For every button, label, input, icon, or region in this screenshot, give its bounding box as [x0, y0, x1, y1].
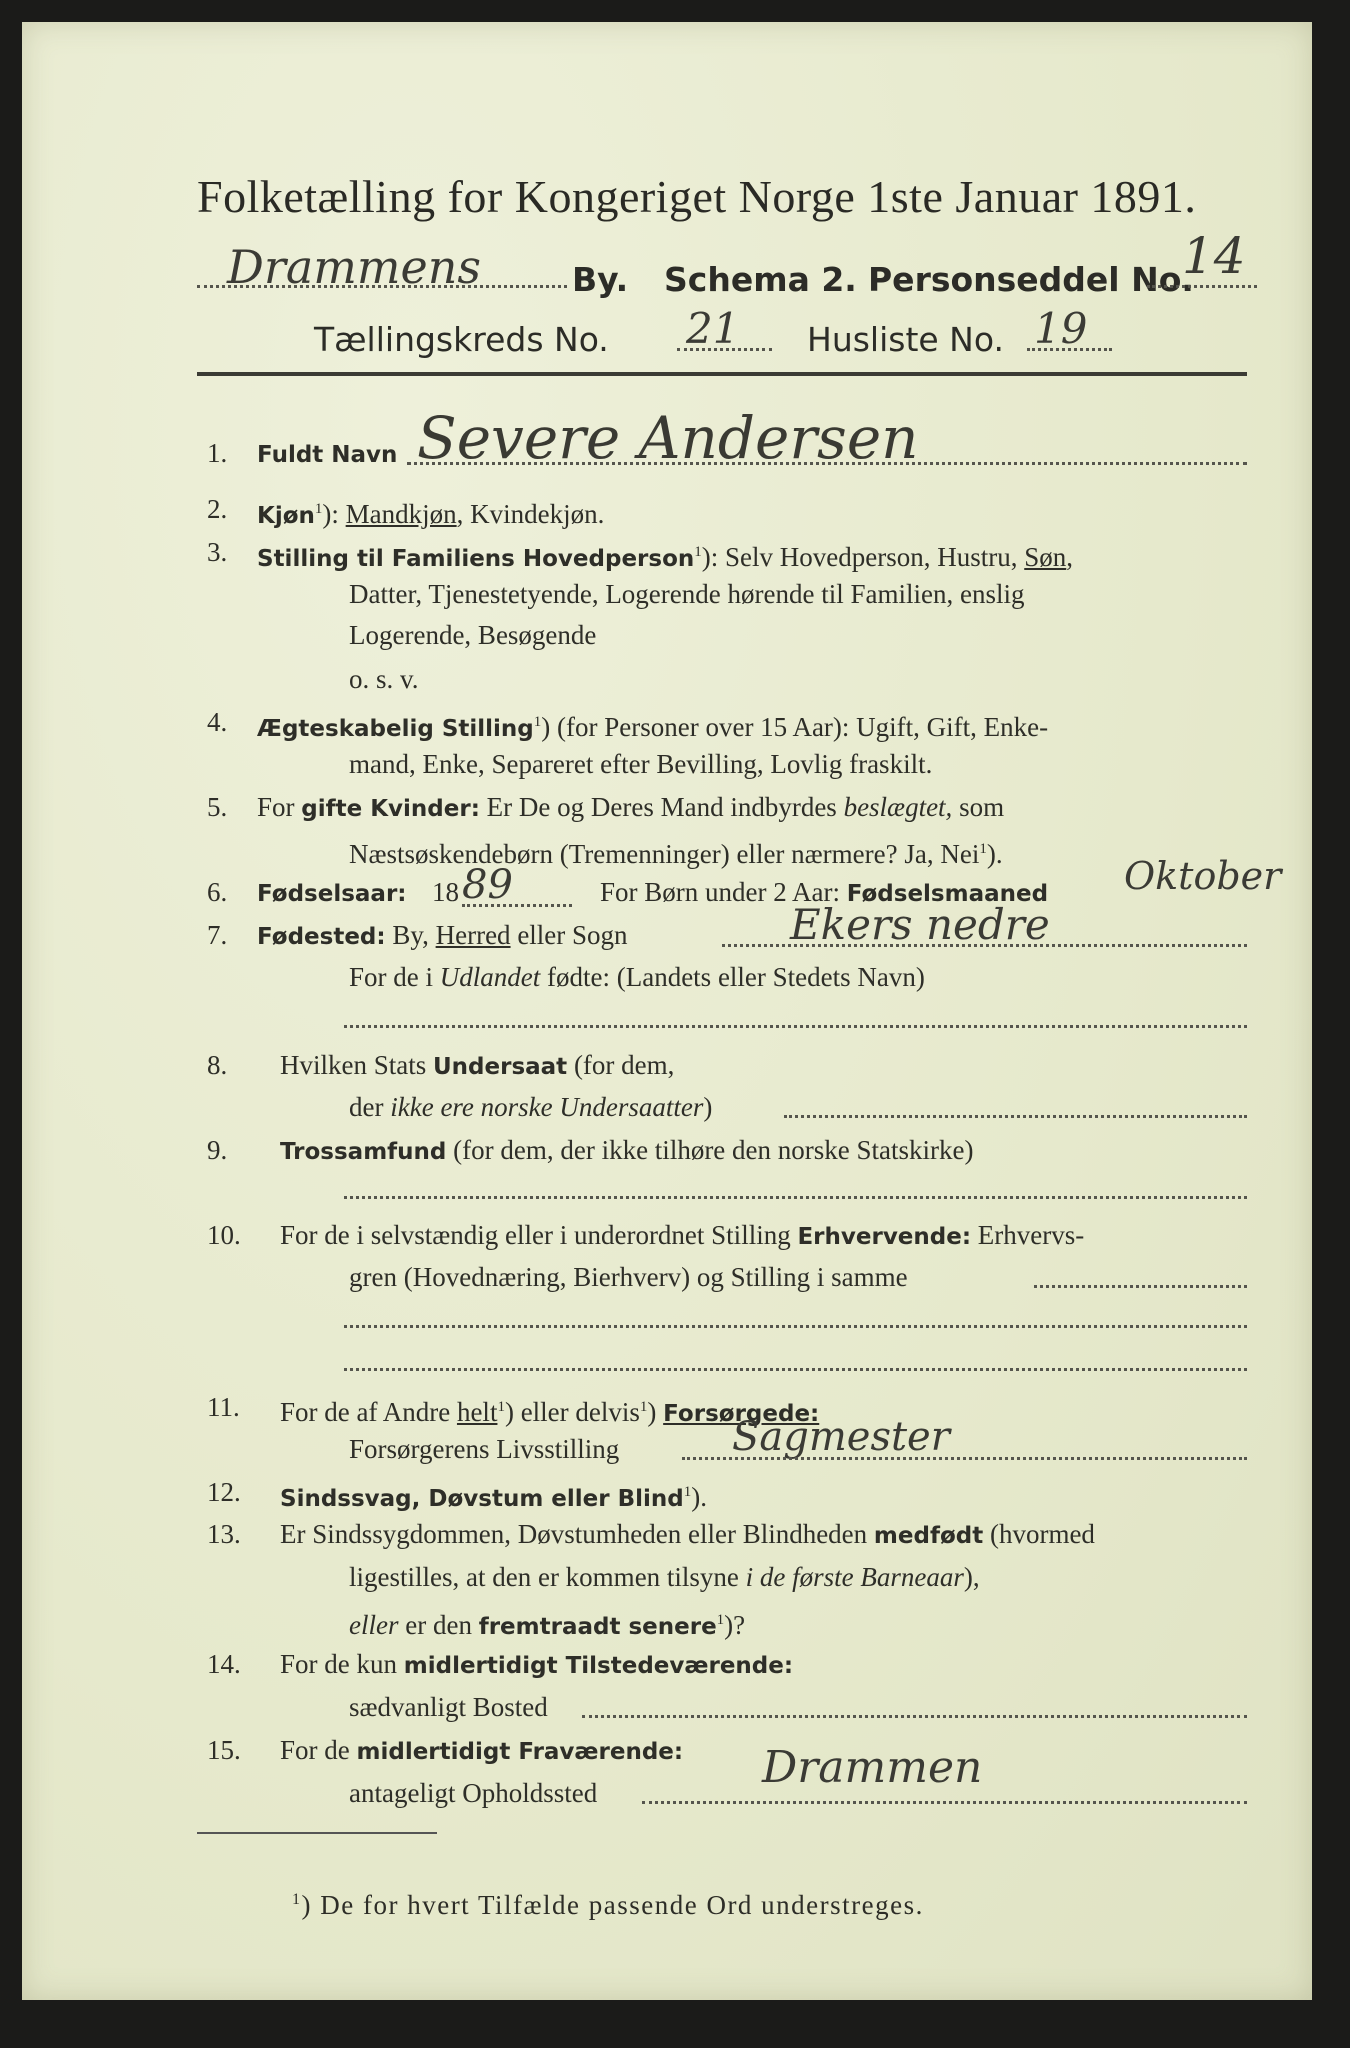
q15-text-a: For de	[280, 1735, 357, 1765]
q3-text-a: ): Selv Hovedperson, Hustru,	[701, 542, 1025, 572]
item-number-7: 7.	[207, 920, 228, 950]
q5-italic: beslægtet,	[843, 792, 953, 822]
q3-row-1	[257, 537, 1073, 574]
q2-separator: ):	[322, 499, 346, 529]
q11-dotted-line	[682, 1457, 1247, 1460]
q13-line-2-italic: i de første Barneaar	[745, 1562, 964, 1592]
q13-line-2-b: ),	[963, 1562, 980, 1592]
q10-text-a: For de i selvstændig eller i underordnet Stilling	[280, 1220, 798, 1250]
q8-line-2-a: der	[349, 1092, 391, 1122]
q2-row	[257, 494, 604, 531]
q5-text-a: For	[257, 792, 302, 822]
item-number-13: 13.	[207, 1519, 241, 1549]
q7-line-2-italic: Udlandet	[439, 962, 541, 992]
q8-line-2-b: )	[703, 1092, 713, 1122]
item-number-3: 3.	[207, 537, 228, 567]
header-rule	[197, 372, 1247, 376]
q4-label: Ægteskabelig Stilling	[257, 716, 534, 742]
q14-dotted-line	[582, 1715, 1247, 1718]
q12-end: ).	[691, 1482, 708, 1512]
q15-line-2: antageligt Opholdssted	[349, 1778, 598, 1808]
q7-abroad-dotted-line	[344, 1025, 1247, 1028]
q3-line-4: o. s. v.	[349, 664, 419, 694]
q14-text-a: For de kun	[280, 1649, 404, 1679]
q13-line-3-b: )?	[724, 1610, 746, 1640]
census-form-page	[22, 22, 1312, 2000]
q15-residence-value: Drammen	[762, 1742, 983, 1793]
item-number-2: 2.	[207, 494, 228, 524]
footnote-rule	[197, 1832, 437, 1834]
q10-row-1	[280, 1220, 1084, 1252]
q7-line-2	[349, 962, 925, 992]
kreds-value: 21	[686, 304, 740, 353]
q4-footnote-mark: 1	[533, 714, 542, 730]
personseddel-label: Personseddel No.	[868, 260, 1194, 299]
q6-year-dotted-line	[462, 904, 572, 907]
item-number-6: 6.	[207, 877, 228, 907]
q5-line-2-text: Næstsøskendebørn (Tremenninger) eller nærmere? Ja, Nei	[349, 839, 980, 869]
kreds-dotted-line	[677, 348, 772, 351]
q15-row-1	[280, 1735, 683, 1767]
q7-text-a: By,	[385, 920, 436, 950]
q13-line-3-a: er den	[398, 1610, 479, 1640]
q3-label: Stilling til Familiens Hovedperson	[257, 546, 695, 572]
item-number-9: 9.	[207, 1135, 228, 1165]
q1-dotted-line	[407, 462, 1247, 465]
item-number-15: 15.	[207, 1735, 241, 1765]
q13-line-3	[349, 1605, 745, 1642]
schema-label: Schema 2.	[664, 260, 857, 299]
q7-option-herred: Herred	[435, 920, 511, 950]
q11-label: Forsørgede:	[663, 1401, 820, 1427]
q11-text-b: ) eller delvis	[504, 1397, 640, 1427]
footnote-text: ) De for hvert Tilfælde passende Ord understreges.	[301, 1890, 924, 1920]
q13-text-b: (hvormed	[983, 1519, 1095, 1549]
item-number-4: 4.	[207, 707, 228, 737]
q5-line-2-end: ).	[986, 839, 1003, 869]
q11-option-helt: helt	[456, 1397, 498, 1427]
q8-label: Undersaat	[433, 1054, 568, 1080]
q14-line-2: sædvanligt Bosted	[349, 1692, 548, 1722]
q13-line-3-label: fremtraadt senere	[478, 1614, 717, 1640]
q3-line-2: Datter, Tjenestetyende, Logerende hørende til Familien, enslig	[349, 579, 1025, 609]
footnote	[292, 1890, 924, 1921]
item-number-11: 11.	[207, 1392, 240, 1422]
item-number-14: 14.	[207, 1649, 241, 1679]
q3-option-son: Søn	[1024, 542, 1067, 572]
item-number-5: 5.	[207, 792, 228, 822]
q2-label: Kjøn	[257, 503, 315, 529]
q7-line-2-a: For de i	[349, 962, 440, 992]
q13-footnote-mark: 1	[716, 1612, 725, 1628]
q7-row-1	[257, 920, 628, 952]
q10-dotted-line-2	[344, 1325, 1247, 1328]
q13-line-2	[349, 1562, 980, 1592]
q5-footnote-mark: 1	[979, 841, 987, 857]
q11-line-2: Forsørgerens Livsstilling	[349, 1434, 620, 1464]
q5-label: gifte Kvinder:	[301, 796, 480, 822]
city-handwritten: Drammens	[227, 240, 481, 294]
q10-label: Erhvervende:	[797, 1224, 972, 1250]
q5-line-2	[349, 834, 1003, 869]
q15-dotted-line	[642, 1801, 1247, 1804]
q3-line-3: Logerende, Besøgende	[349, 620, 597, 650]
q13-text-a: Er Sindssygdommen, Døvstumheden eller Blindheden	[280, 1519, 874, 1549]
q7-birthplace-value: Ekers nedre	[790, 900, 1050, 949]
q8-text-a: Hvilken Stats	[280, 1050, 433, 1080]
husliste-label: Husliste No.	[807, 320, 1004, 359]
q8-dotted-line	[784, 1115, 1247, 1118]
q9-label: Trossamfund	[280, 1139, 447, 1165]
q12-label: Sindssvag, Døvstum eller Blind	[280, 1486, 684, 1512]
q10-dotted-line-3	[344, 1368, 1247, 1371]
q7-label: Fødested:	[257, 924, 386, 950]
item-number-10: 10.	[207, 1220, 241, 1250]
q8-line-2	[349, 1092, 712, 1122]
form-title: Folketælling for Kongeriget Norge 1ste Januar 1891.	[197, 171, 1197, 222]
q5-text-c: som	[952, 792, 1005, 822]
q15-label: midlertidigt Fraværende:	[356, 1739, 684, 1765]
q11-footnote-mark-1: 1	[497, 1399, 505, 1415]
item-number-12: 12.	[207, 1477, 241, 1507]
q6-label: Fødselsaar:	[257, 881, 407, 907]
q6-label-row	[257, 877, 407, 909]
q7-line-2-b: fødte: (Landets eller Stedets Navn)	[540, 962, 925, 992]
q3-text-b: ,	[1066, 542, 1074, 572]
q13-label: medfødt	[873, 1523, 984, 1549]
q11-provider-value: Sagmester	[732, 1414, 950, 1460]
q1-label-text: Fuldt Navn	[257, 442, 398, 468]
q7-dotted-line	[722, 944, 1247, 947]
q6-year-value: 89	[462, 862, 513, 908]
q2-footnote-mark: 1	[314, 501, 323, 517]
q12-row	[280, 1477, 707, 1514]
kreds-label: Tællingskreds No.	[314, 320, 609, 359]
q9-text: (for dem, der ikke tilhøre den norske Statskirke)	[446, 1135, 974, 1165]
q5-text-b: Er De og Deres Mand indbyrdes	[479, 792, 844, 822]
q5-row-1	[257, 792, 1004, 824]
q1-name-value: Severe Andersen	[417, 404, 919, 472]
q2-option-mand: Mandkjøn	[345, 499, 457, 529]
q10-line-2: gren (Hovednæring, Bierhverv) og Stilling i samme	[349, 1262, 908, 1292]
q11-text-c: )	[647, 1397, 664, 1427]
q8-line-2-italic: ikke ere norske Undersaatter	[390, 1092, 704, 1122]
q14-row-1	[280, 1649, 793, 1681]
q13-line-2-a: ligestilles, at den er kommen tilsyne	[349, 1562, 746, 1592]
husliste-value: 19	[1034, 304, 1088, 353]
item-number-8: 8.	[207, 1050, 228, 1080]
q1-label	[257, 438, 397, 470]
q4-row-1	[257, 707, 1048, 744]
q12-footnote-mark: 1	[683, 1484, 692, 1500]
q2-option-kvinde: , Kvindekjøn.	[456, 499, 605, 529]
footnote-mark: 1	[292, 1891, 302, 1908]
q8-text-b: (for dem,	[567, 1050, 675, 1080]
q7-text-b: eller Sogn	[510, 920, 628, 950]
husliste-dotted-line	[1027, 348, 1112, 351]
q6-month-value: Oktober	[1124, 854, 1282, 898]
q10-text-b: Erhvervs-	[971, 1220, 1085, 1250]
by-label: By.	[572, 260, 629, 299]
q9-row-1	[280, 1135, 973, 1167]
q6-year-prefix: 18	[432, 877, 459, 907]
item-number-1: 1.	[207, 438, 228, 468]
q13-row-1	[280, 1519, 1095, 1551]
q6-month-label: Fødselsmaaned	[846, 881, 1049, 907]
q14-label: midlertidigt Tilstedeværende:	[403, 1653, 794, 1679]
q8-row-1	[280, 1050, 674, 1082]
q4-line-2: mand, Enke, Separeret efter Bevilling, Lovlig fraskilt.	[349, 749, 933, 779]
q6-mid-text: For Børn under 2 Aar:	[600, 877, 847, 907]
q4-text: ) (for Personer over 15 Aar): Ugift, Gift, Enke-	[541, 712, 1049, 742]
personseddel-value: 14	[1182, 227, 1246, 285]
q10-dotted-line-1	[1034, 1285, 1247, 1288]
q11-footnote-mark-2: 1	[639, 1399, 648, 1415]
city-dotted-line	[197, 285, 567, 288]
q13-line-3-italic: eller	[349, 1610, 399, 1640]
q3-footnote-mark: 1	[694, 544, 702, 560]
q9-dotted-line	[344, 1196, 1247, 1199]
q11-text-a: For de af Andre	[280, 1397, 457, 1427]
personseddel-dotted-line	[1147, 285, 1257, 288]
